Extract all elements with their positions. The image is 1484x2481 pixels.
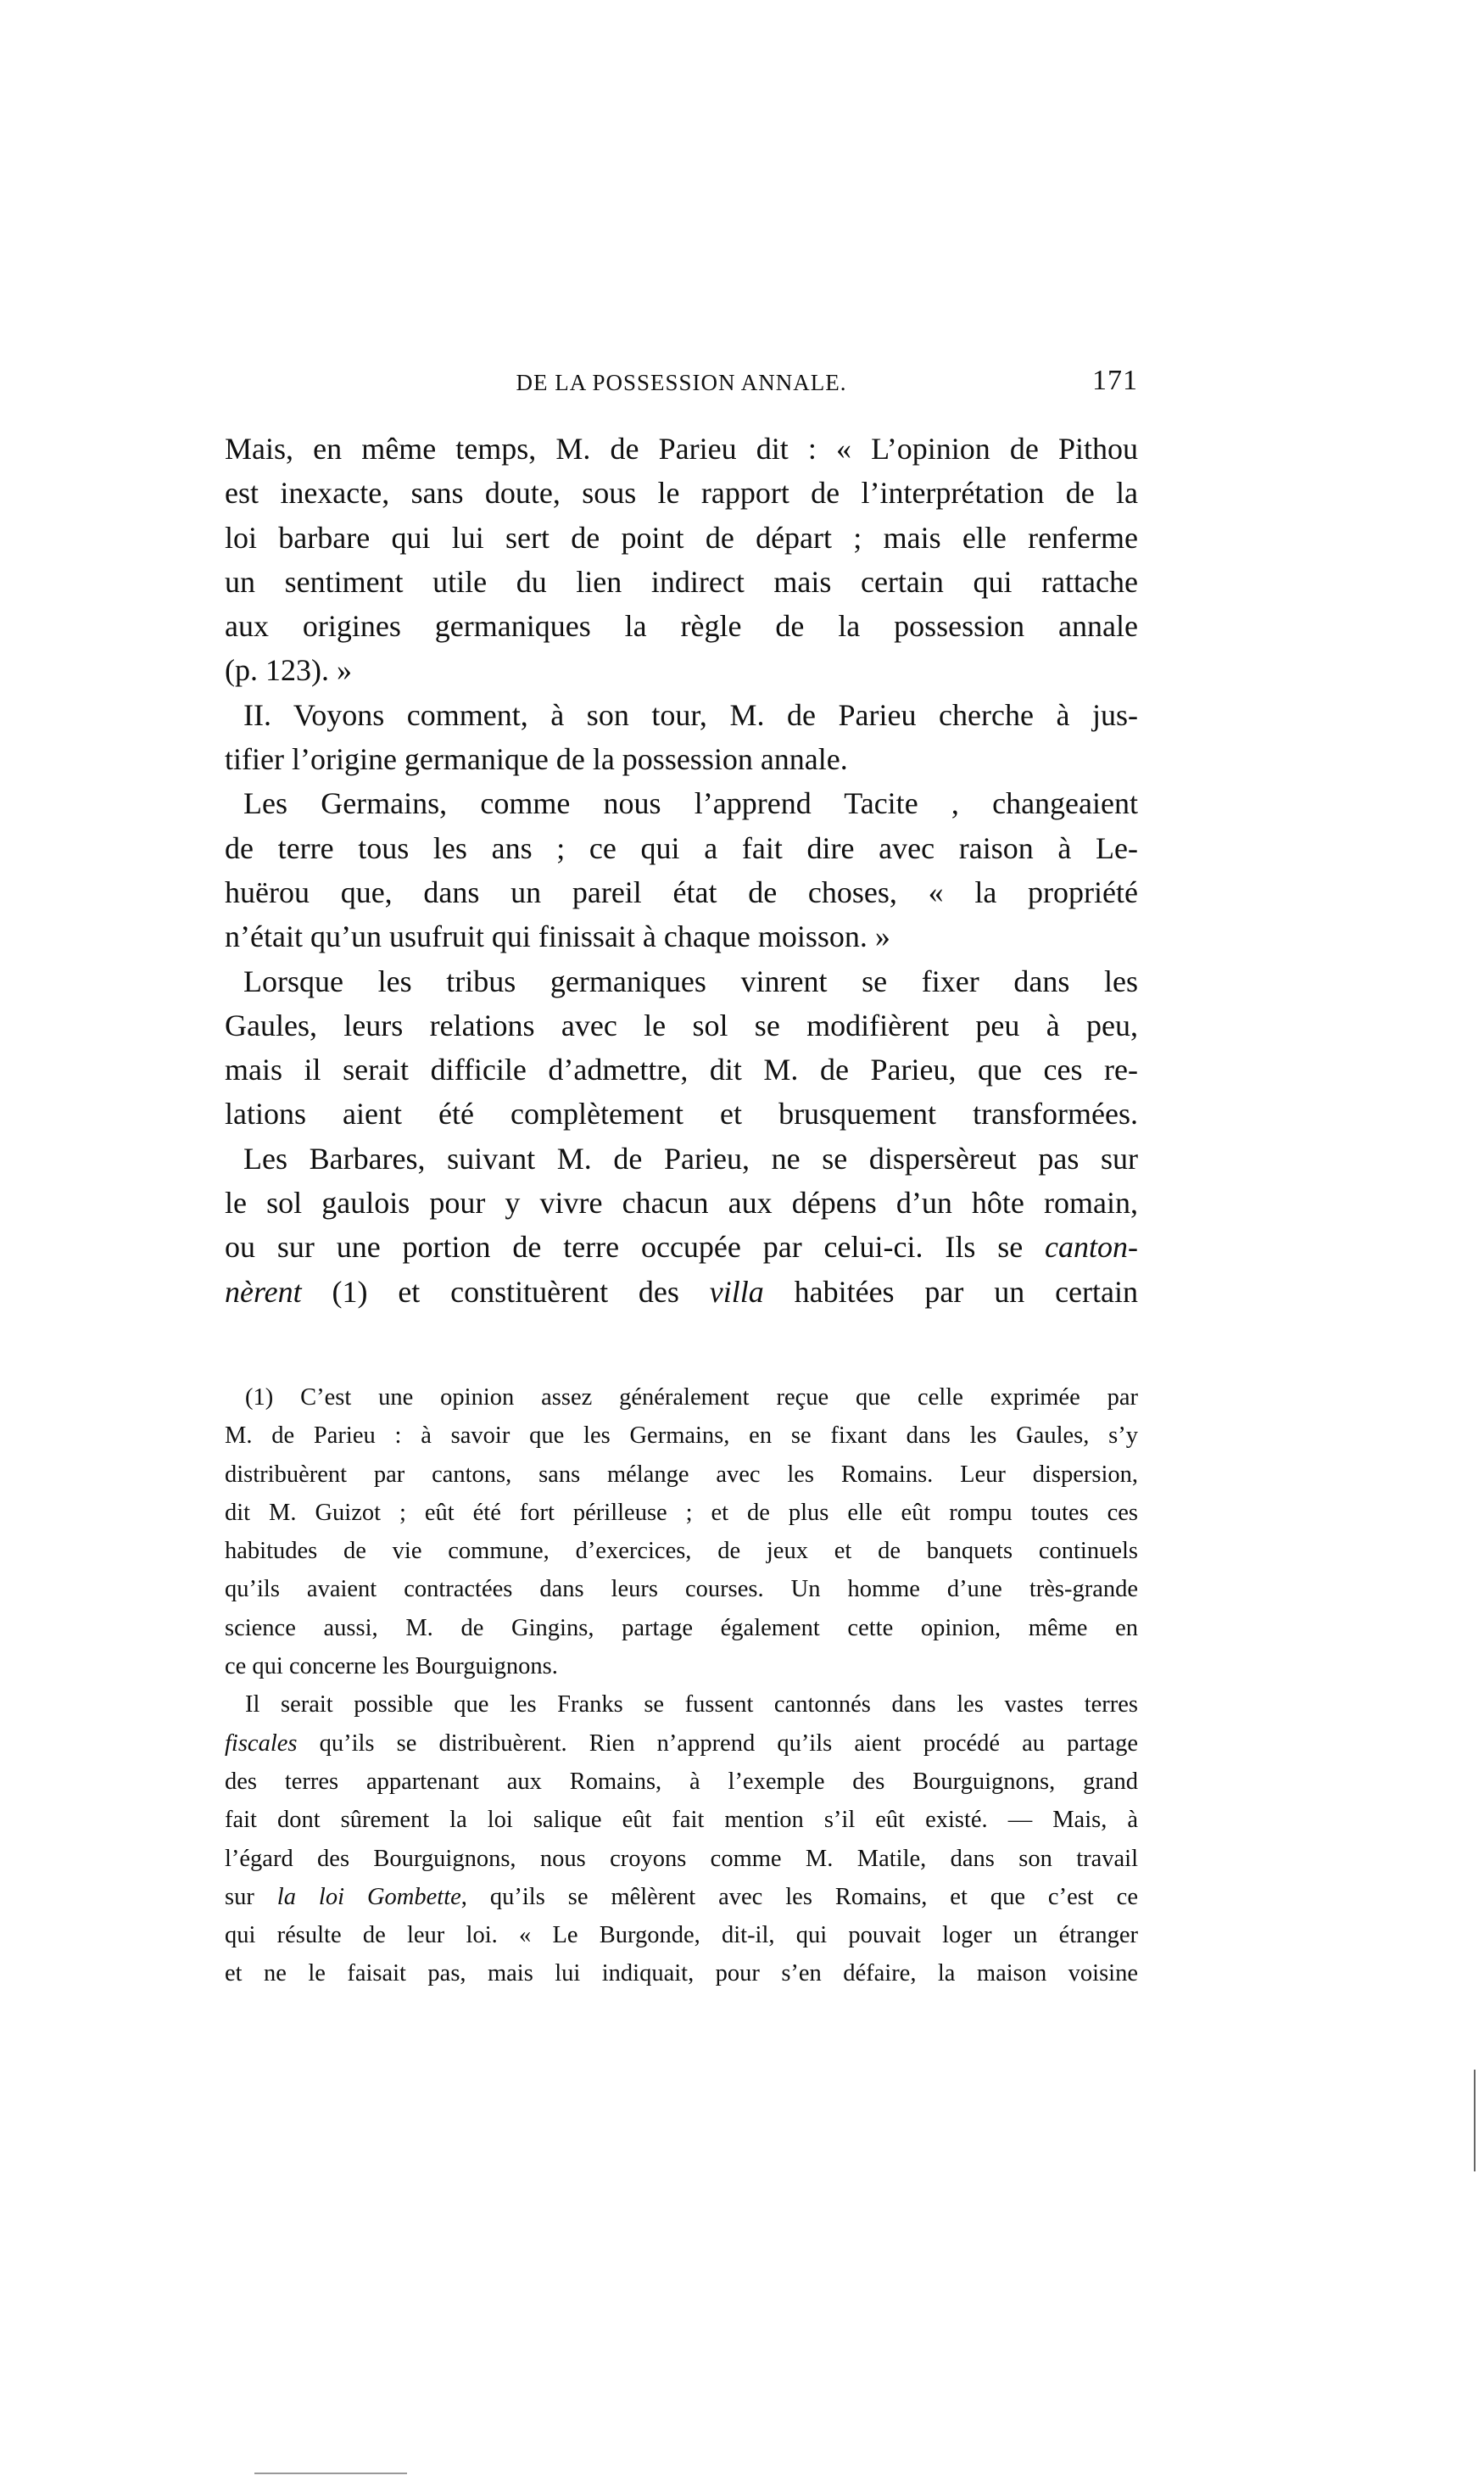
footnote-line: [225, 1954, 1138, 1992]
running-header: [225, 365, 1138, 404]
text-span: (1) C’est une opinion assez généralement reçue que celle exprimée par: [245, 1384, 1138, 1411]
running-title: DE LA POSSESSION ANNALE.: [516, 370, 847, 395]
text-span: , qu’ils se mêlèrent avec les Romains, et que c’est ce: [460, 1883, 1138, 1910]
body-line: [225, 1181, 1138, 1225]
text-span: Les Germains, comme nous l’apprend Tacite , changeaient: [243, 786, 1138, 821]
text-span: qu’ils avaient contractées dans leurs courses. Un homme d’une très-grande: [225, 1576, 1138, 1603]
text-span: science aussi, M. de Gingins, partage également cette opinion, même en: [225, 1614, 1138, 1641]
text-span: mais il serait difficile d’admettre, dit M. de Parieu, que ces re-: [225, 1053, 1138, 1087]
footnote-line: [225, 1878, 1138, 1916]
body-line: [225, 1225, 1138, 1269]
footnote-line: [225, 1840, 1138, 1878]
body-line: [225, 516, 1138, 560]
text-span: de terre tous les ans ; ce qui a fait dire avec raison à Le-: [225, 830, 1138, 865]
text-span: (p. 123). »: [225, 653, 352, 688]
body-line: [225, 693, 1138, 737]
text-span: un sentiment utile du lien indirect mais certain qui rattache: [225, 564, 1138, 599]
text-span: M. de Parieu : à savoir que les Germains, en se fixant dans les Gaules, s’y: [225, 1422, 1138, 1450]
text-span: Lorsque les tribus germaniques vinrent se fixer dans les: [243, 964, 1138, 998]
text-span: II. Voyons comment, à son tour, M. de Parieu cherche à jus-: [243, 697, 1138, 732]
text-span: qui résulte de leur loi. « Le Burgonde, dit-il, qui pouvait loger un étranger: [225, 1922, 1138, 1949]
text-span: Les Barbares, suivant M. de Parieu, ne se dispersèreut pas sur: [243, 1141, 1138, 1176]
main-text: [225, 427, 1138, 1314]
body-line: [225, 826, 1138, 870]
body-line: [225, 1270, 1138, 1314]
text-span: le sol gaulois pour y vivre chacun aux dépens d’un hôte romain,: [225, 1186, 1138, 1221]
italic-text: canton-: [1045, 1230, 1138, 1265]
text-span: des terres appartenant aux Romains, à l’exemple des Bourguignons, grand: [225, 1768, 1138, 1795]
text-span: Mais, en même temps, M. de Parieu dit : « L’opinion de Pithou: [225, 432, 1138, 466]
body-line: [225, 870, 1138, 914]
text-span: l’égard des Bourguignons, nous croyons comme M. Matile, dans son travail: [225, 1845, 1138, 1872]
text-span: huërou que, dans un pareil état de choses, « la propriété: [225, 874, 1138, 909]
text-span: n’était qu’un usufruit qui finissait à chaque moisson. »: [225, 919, 890, 954]
scan-bottom-mark: [254, 2473, 407, 2474]
footnotes: [225, 1378, 1138, 1993]
text-span: lations aient été complètement et brusquement transformées.: [225, 1097, 1138, 1132]
text-span: tifier l’origine germanique de la possession annale.: [225, 742, 848, 777]
text-span: aux origines germaniques la règle de la possession annale: [225, 609, 1138, 644]
footnote-line: [225, 1494, 1138, 1532]
scan-edge-mark: [1474, 2070, 1476, 2171]
body-line: [225, 604, 1138, 648]
text-span: Gaules, leurs relations avec le sol se modifièrent peu à peu,: [225, 1008, 1138, 1042]
text-span: ce qui concerne les Bourguignons.: [225, 1653, 558, 1680]
footnote-line: [225, 1724, 1138, 1763]
body-line: [225, 737, 1138, 781]
text-span: fait dont sûrement la loi salique eût fait mention s’il eût existé. — Mais, à: [225, 1807, 1138, 1834]
page-number: 171: [1092, 365, 1138, 396]
text-span: et ne le faisait pas, mais lui indiquait, pour s’en défaire, la maison voisine: [225, 1960, 1138, 1987]
text-span: Il serait possible que les Franks se fussent cantonnés dans les vastes terres: [245, 1691, 1138, 1718]
text-span: sur: [225, 1883, 277, 1910]
footnote-line: [225, 1916, 1138, 1954]
body-line: [225, 1137, 1138, 1181]
text-span: (1) et constituèrent des: [301, 1274, 710, 1309]
text-span: qu’ils se distribuèrent. Rien n’apprend qu’ils aient procédé au partage: [297, 1729, 1138, 1757]
body-line: [225, 914, 1138, 958]
body-line: [225, 1003, 1138, 1048]
italic-text: villa: [709, 1274, 764, 1309]
text-span: habitées par un certain: [763, 1274, 1139, 1309]
footnote-line: [225, 1417, 1138, 1455]
body-line: [225, 1092, 1138, 1136]
footnote-line: [225, 1456, 1138, 1494]
footnote-line: [225, 1647, 1138, 1685]
text-span: dit M. Guizot ; eût été fort périlleuse ; et de plus elle eût rompu toutes ces: [225, 1499, 1138, 1526]
footnote-line: [225, 1801, 1138, 1839]
text-span: est inexacte, sans doute, sous le rapport de l’interprétation de la: [225, 476, 1138, 511]
italic-text: fiscales: [225, 1729, 298, 1757]
footnote-line: [225, 1763, 1138, 1801]
text-span: loi barbare qui lui sert de point de départ ; mais elle renferme: [225, 520, 1138, 555]
body-line: [225, 648, 1138, 692]
text-span: ou sur une portion de terre occupée par celui-ci. Ils se: [225, 1230, 1046, 1265]
body-line: [225, 471, 1138, 515]
footnote-line: [225, 1685, 1138, 1724]
text-span: habitudes de vie commune, d’exercices, de jeux et de banquets continuels: [225, 1538, 1138, 1565]
body-line: [225, 560, 1138, 604]
italic-text: nèrent: [225, 1274, 302, 1309]
footnote-line: [225, 1378, 1138, 1417]
footnote-line: [225, 1609, 1138, 1647]
body-line: [225, 427, 1138, 471]
footnote-line: [225, 1570, 1138, 1608]
body-line: [225, 959, 1138, 1003]
footnote-line: [225, 1532, 1138, 1570]
body-line: [225, 781, 1138, 825]
italic-text: la loi Gombette: [276, 1883, 461, 1910]
text-span: distribuèrent par cantons, sans mélange avec les Romains. Leur dispersion,: [225, 1461, 1138, 1488]
body-line: [225, 1048, 1138, 1092]
